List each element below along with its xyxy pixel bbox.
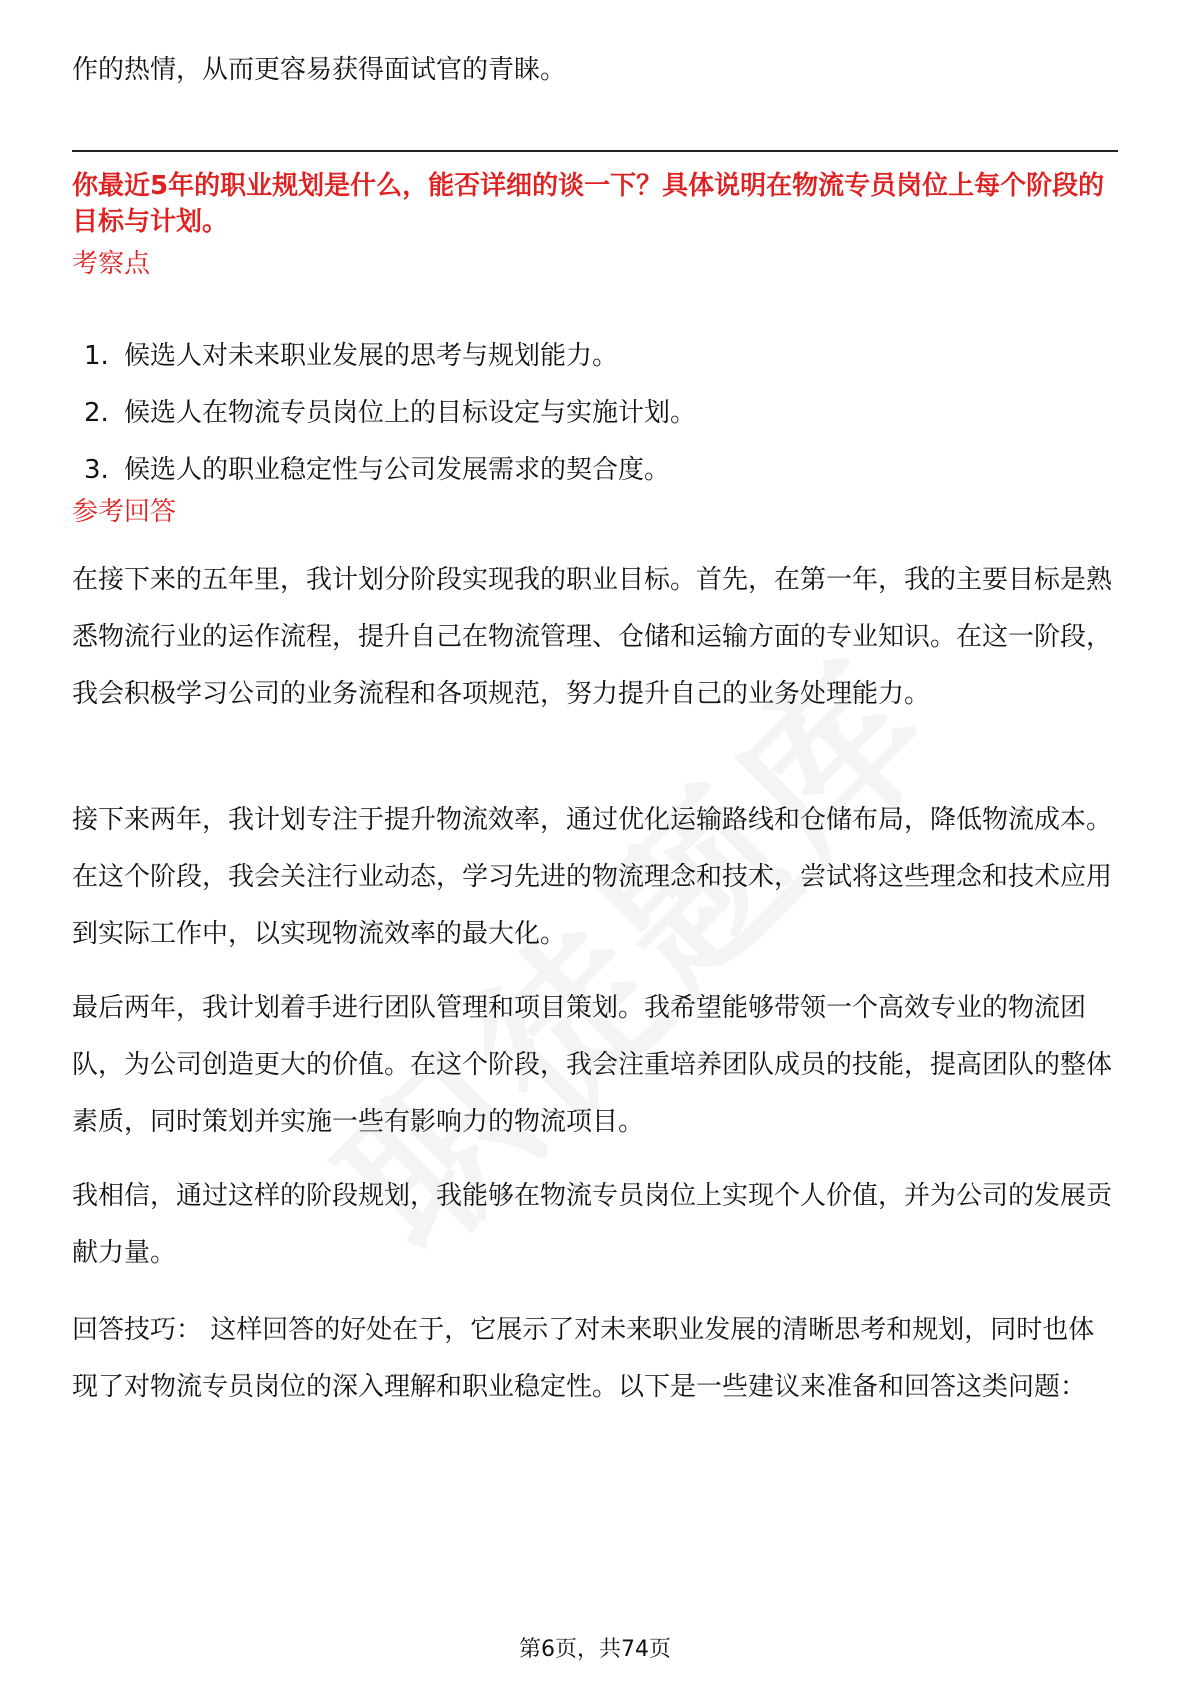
page-footer: 第6页，共74页	[519, 1637, 671, 1662]
answer-heading: 参考回答	[72, 497, 177, 527]
paragraph-text: 我相信，通过这样的阶段规划，我能够在物流专员岗位上实现个人价值，并为公司的发展贡献力量。	[72, 1181, 1113, 1268]
exam-points-heading: 考察点	[72, 249, 151, 279]
list-item	[84, 395, 696, 452]
paragraph-text: 在接下来的五年里，我计划分阶段实现我的职业目标。首先，在第一年，我的主要目标是熟悉物流行业的运作流程，提升自己在物流管理、仓储和运输方面的专业知识。在这一阶段，我会积极学习公司的业务流程和各项规范，努力提升自己的业务处理能力。	[72, 565, 1113, 709]
intro-text: 作的热情，从而更容易获得面试官的青睐。	[72, 55, 567, 85]
list-number: 3.	[84, 455, 109, 485]
exam-points-list	[84, 338, 696, 509]
list-text: 候选人对未来职业发展的思考与规划能力。	[124, 341, 619, 371]
answer-paragraph	[72, 1168, 1118, 1282]
list-text: 候选人的职业稳定性与公司发展需求的契合度。	[124, 455, 671, 485]
list-item	[84, 338, 696, 395]
answer-paragraph	[72, 552, 1118, 723]
list-number: 1.	[84, 341, 109, 371]
question-title: 你最近5年的职业规划是什么，能否详细的谈一下？具体说明在物流专员岗位上每个阶段的目标与计划。	[72, 171, 1105, 237]
answer-paragraph	[72, 792, 1118, 963]
tips-paragraph	[72, 1302, 1118, 1416]
answer-paragraph	[72, 980, 1118, 1151]
list-number: 2.	[84, 398, 109, 428]
paragraph-text: 最后两年，我计划着手进行团队管理和项目策划。我希望能够带领一个高效专业的物流团队，为公司创造更大的价值。在这个阶段，我会注重培养团队成员的技能，提高团队的整体素质，同时策划并实施一些有影响力的物流项目。	[72, 993, 1113, 1137]
paragraph-text: 回答技巧： 这样回答的好处在于，它展示了对未来职业发展的清晰思考和规划，同时也体现了对物流专员岗位的深入理解和职业稳定性。以下是一些建议来准备和回答这类问题：	[72, 1315, 1095, 1402]
divider	[72, 150, 1118, 152]
paragraph-text: 接下来两年，我计划专注于提升物流效率，通过优化运输路线和仓储布局，降低物流成本。在这个阶段，我会关注行业动态，学习先进的物流理念和技术，尝试将这些理念和技术应用到实际工作中，以实现物流效率的最大化。	[72, 805, 1113, 949]
list-text: 候选人在物流专员岗位上的目标设定与实施计划。	[124, 398, 697, 428]
